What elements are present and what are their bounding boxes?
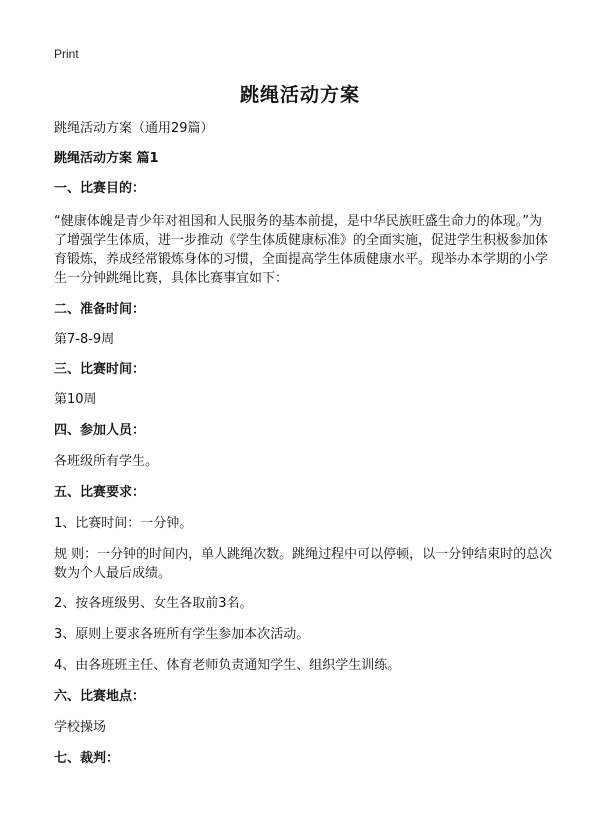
heading-venue: 六、比赛地点：	[54, 689, 146, 704]
requirement-3: 3、原则上要求各班所有学生参加本次活动。	[54, 627, 310, 642]
print-label: Print	[54, 47, 79, 61]
text-prep-time: 第7-8-9周	[54, 332, 115, 347]
requirement-rule: 规 则：一分钟的时间内，单人跳绳次数。跳绳过程中可以停顿，以一分钟结束时的总次数为个人最后成绩。	[54, 547, 553, 581]
requirement-4: 4、由各班班主任、体育老师负责通知学生、组织学生训练。	[54, 658, 401, 673]
text-participants: 各班级所有学生。	[54, 454, 159, 469]
requirement-1: 1、比赛时间：一分钟。	[54, 516, 193, 531]
heading-match-time: 三、比赛时间：	[54, 362, 146, 377]
heading-requirements: 五、比赛要求：	[54, 485, 146, 500]
document-subtitle: 跳绳活动方案（通用29篇）	[54, 121, 214, 136]
heading-purpose: 一、比赛目的：	[54, 181, 146, 196]
section-title: 跳绳活动方案 篇1	[54, 151, 159, 166]
page-title: 跳绳活动方案	[239, 84, 360, 106]
paragraph-purpose: “健康体魄是青少年对祖国和人民服务的基本前提，是中华民族旺盛生命力的体现。”为了增强学生体质，进一步推动《学生体质健康标准》的全面实施，促进学生积极参加体育锻炼，养成经常锻炼身体的习惯，全面提高学生体质健康水平。现举办本学期的小学生一分钟跳绳比赛，具体比赛事宜如下：	[54, 214, 549, 286]
requirement-2: 2、按各班级男、女生各取前3名。	[54, 596, 253, 611]
heading-prep-time: 二、准备时间：	[54, 302, 146, 317]
heading-participants: 四、参加人员：	[54, 423, 146, 438]
heading-referee: 七、裁判：	[54, 751, 120, 766]
text-venue: 学校操场	[54, 720, 107, 735]
text-match-time: 第10周	[54, 392, 97, 407]
